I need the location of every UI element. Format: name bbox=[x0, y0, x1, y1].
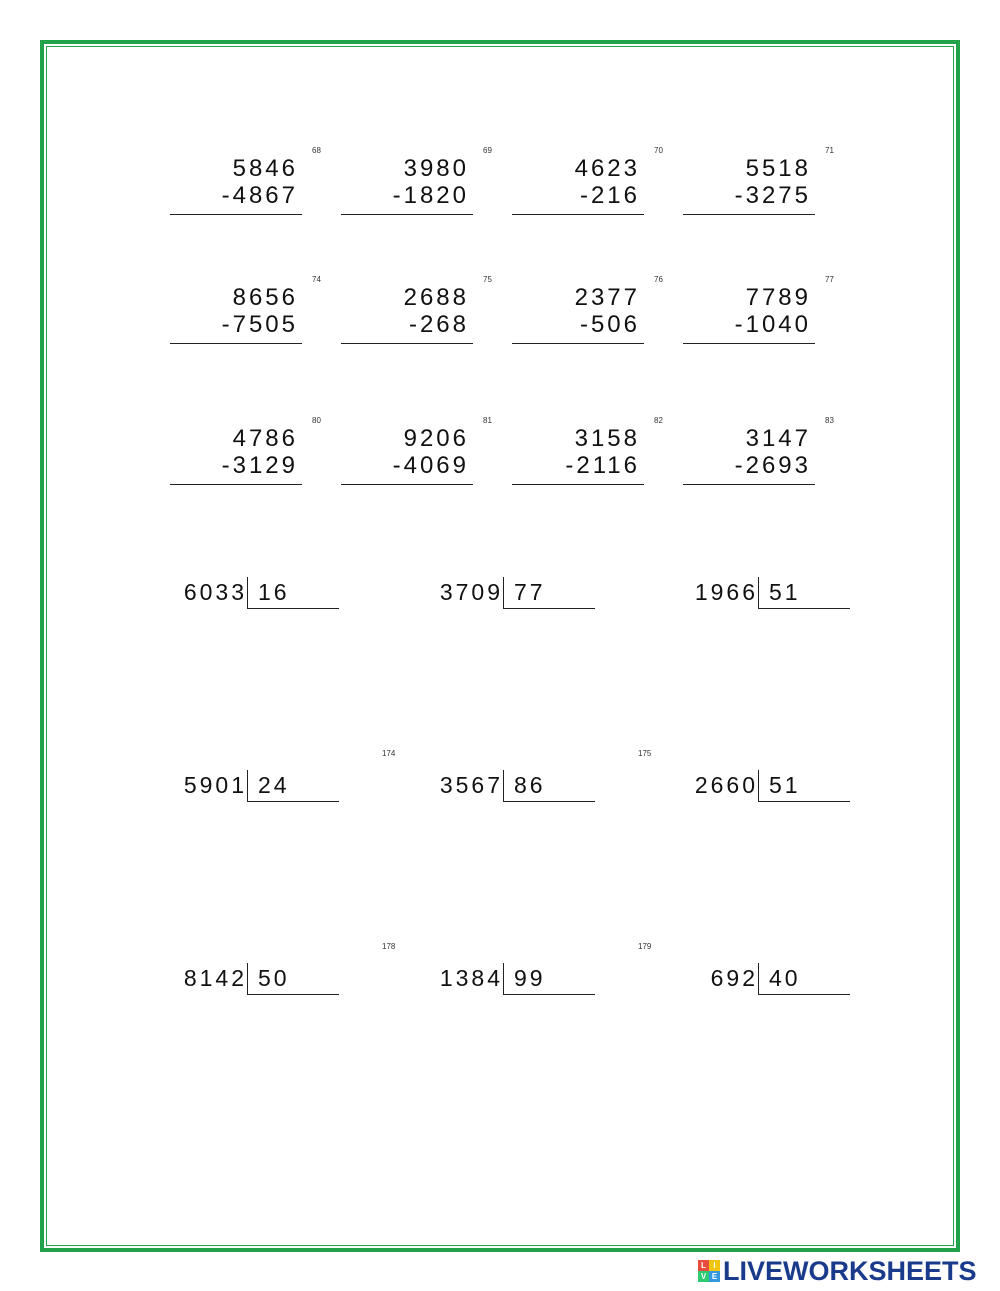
divisor: 40 bbox=[769, 965, 801, 991]
divisor: 50 bbox=[258, 965, 290, 991]
divisor: 24 bbox=[258, 772, 290, 798]
subtrahend: -3129 bbox=[221, 452, 298, 479]
logo-letter: I bbox=[709, 1260, 720, 1271]
liveworksheets-brand[interactable] bbox=[698, 1255, 977, 1286]
subtrahend: -268 bbox=[408, 311, 469, 338]
question-number: 68 bbox=[312, 146, 321, 155]
subtraction-problem bbox=[170, 275, 321, 353]
division-problem bbox=[422, 573, 607, 613]
minuend: 7789 bbox=[745, 284, 811, 311]
division-problem bbox=[677, 766, 862, 806]
question-number: 81 bbox=[483, 416, 492, 425]
answer-line[interactable] bbox=[170, 214, 302, 215]
subtraction-problem bbox=[512, 275, 663, 353]
dividend: 692 bbox=[710, 965, 758, 991]
dividend: 3709 bbox=[439, 579, 503, 605]
dividend: 3567 bbox=[439, 772, 503, 798]
question-number: 69 bbox=[483, 146, 492, 155]
division-problem bbox=[166, 749, 396, 806]
answer-line[interactable] bbox=[170, 484, 302, 485]
logo-letter: E bbox=[709, 1271, 720, 1282]
subtraction-problem bbox=[512, 416, 663, 494]
division-problem bbox=[677, 959, 862, 999]
divisor: 16 bbox=[258, 579, 290, 605]
subtrahend: -2693 bbox=[734, 452, 811, 479]
subtraction-problem bbox=[341, 146, 492, 224]
divisor: 51 bbox=[769, 579, 801, 605]
division-problem bbox=[166, 942, 396, 999]
worksheet-border-inner bbox=[46, 46, 954, 1246]
subtraction-problem bbox=[170, 416, 321, 494]
dividend: 8142 bbox=[183, 965, 247, 991]
minuend: 5846 bbox=[232, 155, 298, 182]
question-number: 175 bbox=[638, 749, 652, 758]
question-number: 76 bbox=[654, 275, 663, 284]
subtraction-problem bbox=[512, 146, 663, 224]
answer-line[interactable] bbox=[341, 484, 473, 485]
answer-line[interactable] bbox=[512, 214, 644, 215]
answer-line[interactable] bbox=[512, 343, 644, 344]
answer-line[interactable] bbox=[683, 343, 815, 344]
question-number: 83 bbox=[825, 416, 834, 425]
question-number: 178 bbox=[382, 942, 396, 951]
minuend: 2377 bbox=[574, 284, 640, 311]
answer-line[interactable] bbox=[683, 214, 815, 215]
minuend: 5518 bbox=[745, 155, 811, 182]
question-number: 77 bbox=[825, 275, 834, 284]
subtrahend: -7505 bbox=[221, 311, 298, 338]
question-number: 179 bbox=[638, 942, 652, 951]
minuend: 8656 bbox=[232, 284, 298, 311]
minuend: 3980 bbox=[403, 155, 469, 182]
division-problem bbox=[677, 573, 862, 613]
question-number: 71 bbox=[825, 146, 834, 155]
answer-line[interactable] bbox=[683, 484, 815, 485]
minuend: 2688 bbox=[403, 284, 469, 311]
subtraction-problem bbox=[683, 416, 834, 494]
question-number: 74 bbox=[312, 275, 321, 284]
question-number: 82 bbox=[654, 416, 663, 425]
subtrahend: -506 bbox=[579, 311, 640, 338]
dividend: 5901 bbox=[183, 772, 247, 798]
subtrahend: -216 bbox=[579, 182, 640, 209]
brand-text: LIVEWORKSHEETS bbox=[723, 1255, 977, 1286]
logo-letter: V bbox=[698, 1271, 709, 1282]
dividend: 6033 bbox=[183, 579, 247, 605]
division-problem bbox=[422, 749, 652, 806]
answer-line[interactable] bbox=[341, 343, 473, 344]
dividend: 2660 bbox=[694, 772, 758, 798]
minuend: 3147 bbox=[745, 425, 811, 452]
question-number: 75 bbox=[483, 275, 492, 284]
logo-letter: L bbox=[698, 1260, 709, 1271]
subtraction-problem bbox=[683, 275, 834, 353]
dividend: 1384 bbox=[439, 965, 503, 991]
subtraction-problem bbox=[341, 416, 492, 494]
subtraction-problem bbox=[683, 146, 834, 224]
minuend: 3158 bbox=[574, 425, 640, 452]
answer-line[interactable] bbox=[512, 484, 644, 485]
divisor: 77 bbox=[514, 579, 546, 605]
answer-line[interactable] bbox=[341, 214, 473, 215]
subtrahend: -1040 bbox=[734, 311, 811, 338]
subtrahend: -1820 bbox=[392, 182, 469, 209]
minuend: 9206 bbox=[403, 425, 469, 452]
subtrahend: -3275 bbox=[734, 182, 811, 209]
minuend: 4623 bbox=[574, 155, 640, 182]
subtrahend: -4867 bbox=[221, 182, 298, 209]
divisor: 99 bbox=[514, 965, 546, 991]
subtraction-problem bbox=[170, 146, 321, 224]
question-number: 70 bbox=[654, 146, 663, 155]
dividend: 1966 bbox=[694, 579, 758, 605]
division-problem bbox=[166, 573, 351, 613]
subtraction-problem bbox=[341, 275, 492, 353]
divisor: 51 bbox=[769, 772, 801, 798]
division-problem bbox=[422, 942, 652, 999]
question-number: 174 bbox=[382, 749, 396, 758]
question-number: 80 bbox=[312, 416, 321, 425]
divisor: 86 bbox=[514, 772, 546, 798]
subtrahend: -4069 bbox=[392, 452, 469, 479]
subtrahend: -2116 bbox=[565, 452, 640, 479]
minuend: 4786 bbox=[232, 425, 298, 452]
answer-line[interactable] bbox=[170, 343, 302, 344]
liveworksheets-logo-icon bbox=[698, 1260, 720, 1282]
